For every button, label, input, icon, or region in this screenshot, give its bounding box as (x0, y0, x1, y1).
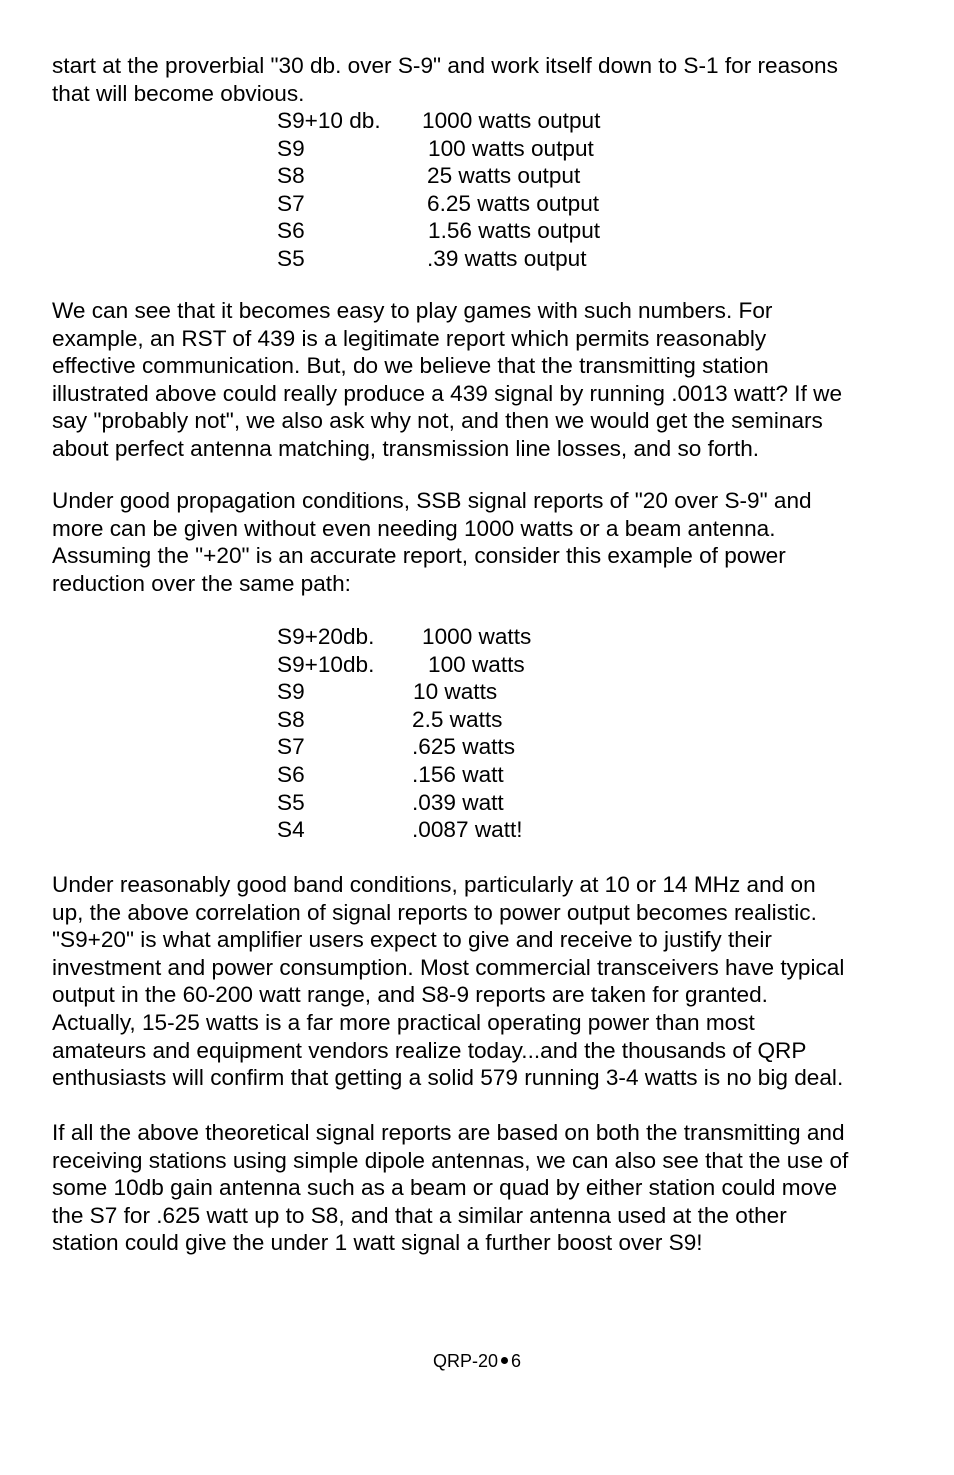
text-line: If all the above theoretical signal reports are based on both the transmitting and (52, 1120, 845, 1145)
text-line: that will become obvious. (52, 80, 305, 106)
power-value: 100 watts output (428, 135, 594, 161)
text-line: Actually, 15-25 watts is a far more practical operating power than most (52, 1010, 755, 1035)
s-meter-label: S7 (277, 190, 305, 216)
page-number: 6 (511, 1351, 522, 1371)
text-line: "S9+20" is what amplifier users expect to give and receive to justify their (52, 927, 772, 953)
text-line: Under reasonably good band conditions, particularly at 10 or 14 MHz and on (52, 872, 816, 897)
power-value: 6.25 watts output (427, 190, 600, 216)
text-line: the S7 for .625 watt up to S8, and that a similar antenna used at the other (52, 1202, 787, 1228)
text-line: We can see that it becomes easy to play games with such numbers. For (52, 298, 773, 323)
text-line: start at the proverbial "30 db. over S-9" and work itself down to S-1 for reasons (52, 53, 838, 78)
text-line: Assuming the "+20" is an accurate report, consider this example of power (52, 543, 786, 569)
s-meter-label: S7 (277, 734, 305, 760)
footer-publication: QRP-20 (432, 1351, 498, 1371)
s-meter-label: S4 (277, 817, 305, 843)
power-value: .156 watt (412, 762, 504, 787)
text-line: say "probably not", we also ask why not, and then we would get the seminars (52, 408, 823, 434)
power-value: 2.5 watts (412, 706, 503, 732)
s-meter-label: S8 (277, 163, 305, 189)
text-line: about perfect antenna matching, transmission line losses, and so forth. (52, 436, 760, 461)
s-meter-label: S9+10 db. (277, 108, 381, 133)
power-value: .625 watts (412, 734, 515, 760)
s-meter-label: S8 (277, 706, 305, 732)
page-footer (0, 1350, 954, 1372)
s-meter-label: S9 (277, 679, 305, 705)
text-line: output in the 60-200 watt range, and S8-9 reports are taken for granted. (52, 982, 768, 1008)
s-meter-label: S5 (277, 789, 305, 815)
s-meter-label: S5 (277, 246, 305, 271)
s-meter-label: S9+10db. (277, 651, 375, 677)
text-line: amateurs and equipment vendors realize today...and the thousands of QRP (52, 1037, 807, 1063)
power-value: .39 watts output (427, 246, 587, 271)
power-value: 10 watts (413, 679, 498, 705)
text-line: illustrated above could really produce a 439 signal by running .0013 watt? If we (52, 380, 843, 406)
text-line: reduction over the same path: (52, 570, 351, 596)
text-line: more can be given without even needing 1000 watts or a beam antenna. (52, 515, 776, 541)
text-line: receiving stations using simple dipole antennas, we can also see that the use of (52, 1147, 849, 1173)
power-value: 100 watts (428, 651, 525, 677)
s-meter-label: S9 (277, 135, 305, 161)
text-line: example, an RST of 439 is a legitimate report which permits reasonably (52, 325, 767, 351)
power-value: .039 watt (412, 789, 504, 815)
text-line: enthusiasts will confirm that getting a solid 579 running 3-4 watts is no big deal. (52, 1065, 844, 1091)
power-value: 1000 watts (422, 624, 532, 649)
power-value: .0087 watt! (412, 817, 523, 843)
text-line: investment and power consumption. Most commercial transceivers have typical (52, 954, 845, 980)
text-line: some 10db gain antenna such as a beam or quad by either station could move (52, 1175, 838, 1201)
text-line: station could give the under 1 watt signal a further boost over S9! (52, 1230, 703, 1256)
bullet-icon (501, 1357, 508, 1364)
text-line: effective communication. But, do we believe that the transmitting station (52, 353, 769, 379)
s-meter-label: S6 (277, 218, 305, 244)
text-line: Under good propagation conditions, SSB signal reports of "20 over S-9" and (52, 488, 812, 513)
s-meter-label: S9+20db. (277, 624, 375, 649)
power-value: 1000 watts output (422, 108, 601, 133)
power-value: 1.56 watts output (428, 218, 601, 244)
power-value: 25 watts output (427, 163, 581, 189)
s-meter-label: S6 (277, 762, 305, 787)
text-line: up, the above correlation of signal reports to power output becomes realistic. (52, 899, 817, 925)
